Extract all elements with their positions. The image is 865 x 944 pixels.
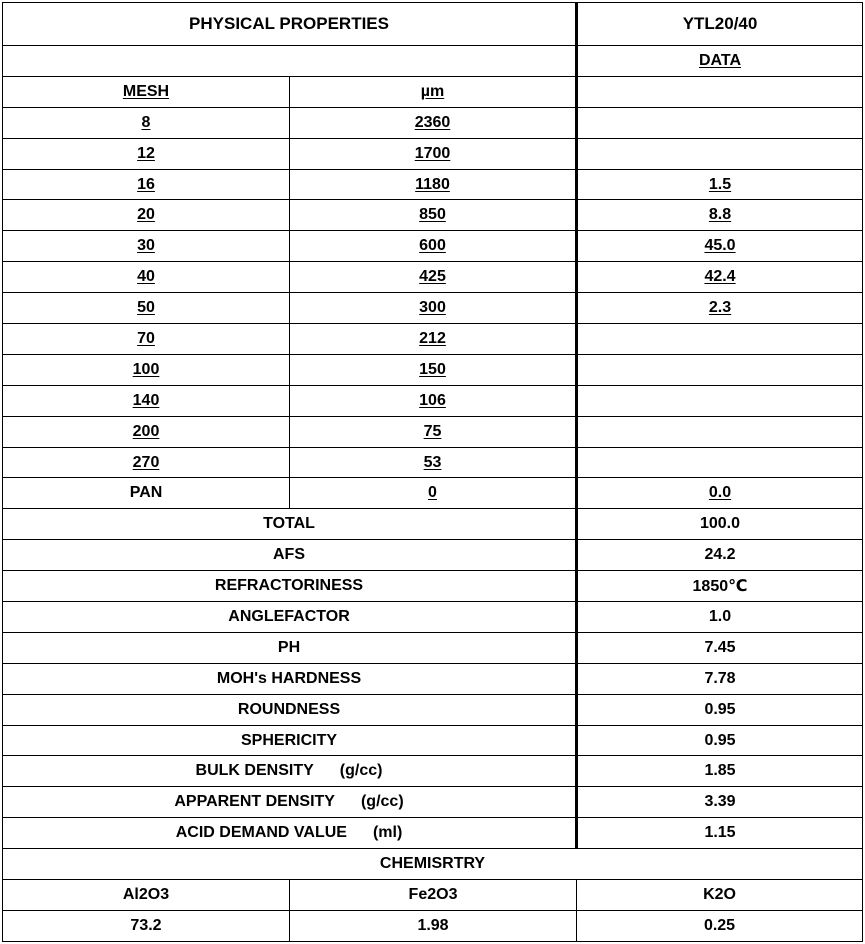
micron-value: 212 <box>419 329 446 347</box>
mesh-value: 70 <box>137 329 155 347</box>
chemistry-value: 73.2 <box>3 910 290 941</box>
micron-value: 2360 <box>414 113 451 131</box>
chemistry-title-row <box>3 849 863 880</box>
mesh-value: 16 <box>137 175 155 193</box>
property-value: 1850℃ <box>577 571 863 602</box>
table-row <box>3 293 863 324</box>
table-row <box>3 787 863 818</box>
mesh-value: 30 <box>137 237 155 255</box>
blank-cell <box>577 138 863 169</box>
property-label: REFRACTORINESS <box>214 577 364 595</box>
table-row <box>3 632 863 663</box>
property-label: TOTAL <box>263 515 315 533</box>
table-row <box>3 107 863 138</box>
retained-value: 42.4 <box>704 268 736 286</box>
property-value: 0.95 <box>577 725 863 756</box>
property-value: 24.2 <box>577 540 863 571</box>
retained-value: 2.3 <box>708 299 732 317</box>
table-row <box>3 509 863 540</box>
blank-cell <box>577 76 863 107</box>
property-label: PH <box>277 638 301 656</box>
retained-value: 8.8 <box>708 206 732 224</box>
table-row <box>3 540 863 571</box>
property-label: MOH's HARDNESS <box>216 669 362 687</box>
blank-cell <box>577 324 863 355</box>
data-label-row <box>3 46 863 77</box>
table-row <box>3 663 863 694</box>
micron-value: 106 <box>419 391 446 409</box>
chemistry-value-row <box>3 910 863 941</box>
blank-cell <box>577 416 863 447</box>
property-value: 1.0 <box>577 602 863 633</box>
property-label: ROUNDNESS <box>237 700 341 718</box>
chemistry-compound: Al2O3 <box>3 880 290 911</box>
mesh-column-header: MESH <box>122 82 170 100</box>
chemistry-compound: Fe2O3 <box>290 880 577 911</box>
property-unit: (ml) <box>372 824 403 842</box>
chemistry-value: 0.25 <box>577 910 863 941</box>
property-label: APPARENT DENSITY <box>174 793 335 811</box>
retained-value: 45.0 <box>704 237 736 255</box>
blank-cell <box>3 46 577 77</box>
header-row <box>3 3 863 46</box>
property-label: AFS <box>273 546 305 564</box>
property-label: BULK DENSITY <box>195 762 314 780</box>
property-unit: (g/cc) <box>339 762 383 780</box>
properties-table <box>2 2 863 942</box>
micron-value: 850 <box>419 206 446 224</box>
property-value: 1.15 <box>577 818 863 849</box>
micron-value: 0 <box>428 484 437 502</box>
table-row <box>3 694 863 725</box>
table-row <box>3 138 863 169</box>
mesh-value: 140 <box>132 391 160 409</box>
blank-cell <box>577 107 863 138</box>
mesh-value: 12 <box>137 144 155 162</box>
chemistry-header-row <box>3 880 863 911</box>
property-label: SPHERICITY <box>241 731 338 749</box>
micron-value: 600 <box>419 237 446 255</box>
blank-cell <box>577 385 863 416</box>
table-row <box>3 169 863 200</box>
mesh-value: 270 <box>132 453 160 471</box>
property-label: ACID DEMAND VALUE <box>175 824 347 842</box>
micron-value: 1180 <box>415 175 450 193</box>
table-row <box>3 262 863 293</box>
table-row <box>3 200 863 231</box>
property-label: ANGLEFACTOR <box>228 607 350 625</box>
property-value: 0.95 <box>577 694 863 725</box>
retained-value: 1.5 <box>708 175 732 193</box>
blank-cell <box>577 354 863 385</box>
property-value: 7.78 <box>577 663 863 694</box>
table-row <box>3 725 863 756</box>
property-value: 1.85 <box>577 756 863 787</box>
table-row <box>3 324 863 355</box>
chemistry-title: CHEMISRTRY <box>3 849 863 880</box>
table-row <box>3 385 863 416</box>
micron-column-header: µm <box>420 82 445 100</box>
data-column-label: DATA <box>698 51 742 69</box>
table-row <box>3 571 863 602</box>
micron-value: 53 <box>423 453 442 471</box>
chemistry-value: 1.98 <box>290 910 577 941</box>
chemistry-compound: K2O <box>577 880 863 911</box>
sieve-header-row <box>3 76 863 107</box>
table-row <box>3 478 863 509</box>
property-unit: (g/cc) <box>360 793 404 811</box>
table-row <box>3 231 863 262</box>
micron-value: 1700 <box>414 144 451 162</box>
mesh-value: 100 <box>132 360 160 378</box>
table-row <box>3 818 863 849</box>
retained-value: 0.0 <box>708 484 732 502</box>
product-name: YTL20/40 <box>577 3 863 46</box>
blank-cell <box>577 447 863 478</box>
micron-value: 425 <box>419 268 446 286</box>
mesh-value: 50 <box>137 299 155 317</box>
mesh-value: 8 <box>141 113 151 131</box>
table-row <box>3 354 863 385</box>
mesh-value: 200 <box>132 422 160 440</box>
micron-value: 300 <box>419 299 446 317</box>
table-row <box>3 756 863 787</box>
micron-value: 75 <box>423 422 442 440</box>
micron-value: 150 <box>419 360 446 378</box>
mesh-value: 40 <box>137 268 155 286</box>
property-value: 7.45 <box>577 632 863 663</box>
table-row <box>3 447 863 478</box>
property-value: 3.39 <box>577 787 863 818</box>
property-value: 100.0 <box>577 509 863 540</box>
mesh-value: PAN <box>3 478 290 509</box>
table-row <box>3 602 863 633</box>
table-title: PHYSICAL PROPERTIES <box>3 3 577 46</box>
mesh-value: 20 <box>137 206 155 224</box>
table-row <box>3 416 863 447</box>
